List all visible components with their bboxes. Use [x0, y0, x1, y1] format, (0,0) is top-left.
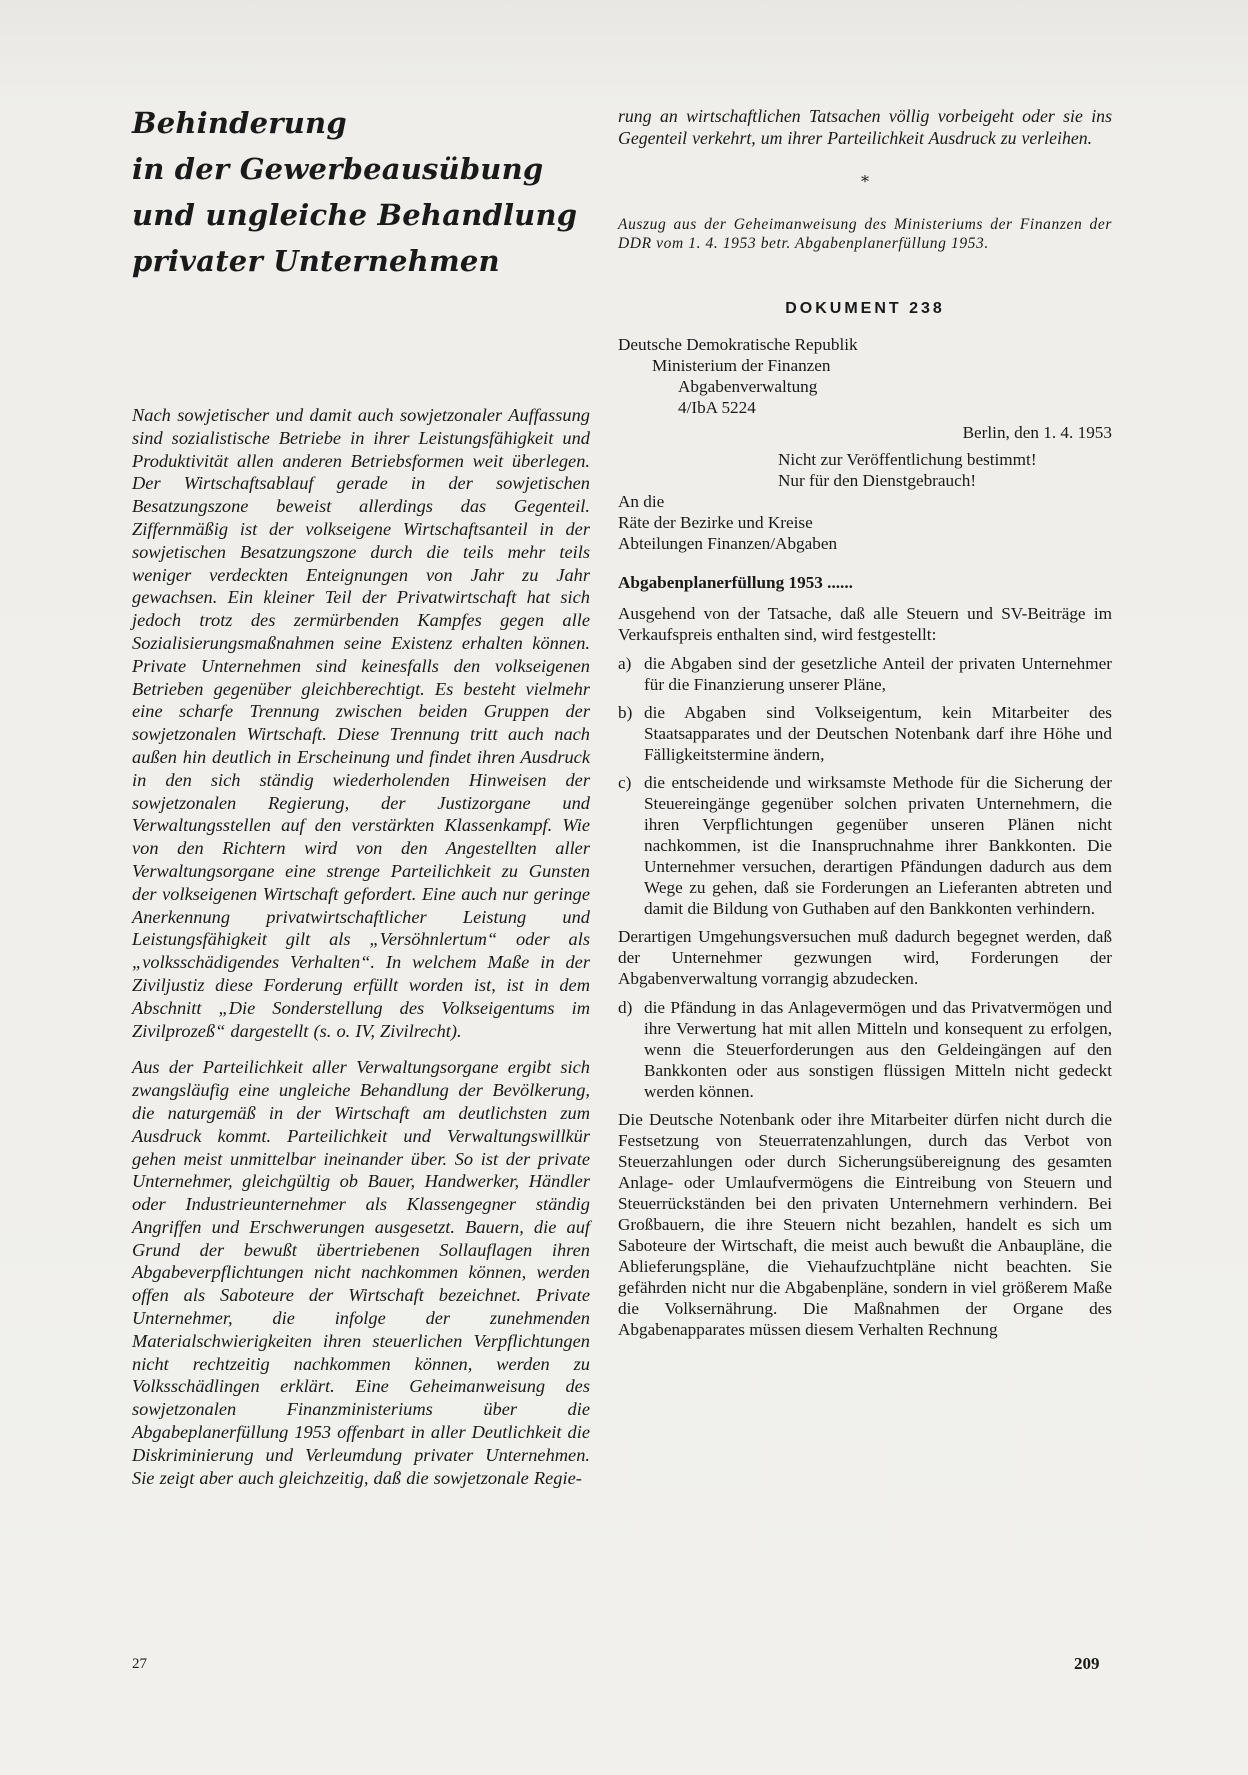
sender-line: Abgabenverwaltung: [678, 376, 818, 396]
recipient-line: Abteilungen Finanzen/Abgaben: [618, 533, 838, 553]
list-item-label: b): [618, 702, 633, 722]
page-number: 209: [1074, 1654, 1100, 1673]
recipient-line: Räte der Bezirke und Kreise: [618, 512, 813, 532]
left-column: [132, 100, 590, 1489]
right-column: [618, 106, 1112, 1340]
list-item-text: die entscheidende und wirksamste Methode für die Sicherung der Steuereingänge gegenüber solchen privaten Unternehmern, die ihren Verpflichtungen gegenüber unseren Plänen nicht nachkommen, ist die Inanspruchnahme ihrer Bankkonten. Die Unternehmer versuchen, derartigen Pfändungen dadurch aus dem Wege zu gehen, daß sie Forderungen an Lieferanten abtreten und damit die Bildung von Guthaben auf den Bankkonten verhindern.: [644, 772, 1112, 918]
signature-mark: 27: [132, 1656, 147, 1672]
recipient-line: An die: [618, 491, 665, 511]
body-paragraph-1: Nach sowjetischer und damit auch sowjetzonaler Auffassung sind sozialistische Betriebe in ihrer Leistungsfähigkeit und Produktivität allen anderen Betriebsformen weit überlegen. Der Wirtschaftsablauf gerade in der sowjetischen Besatzungszone beweist allerdings das Gegenteil. Ziffernmäßig ist der volkseigene Wirtschaftsanteil in der sowjetischen Besatzungszone durch die teils mehr teils weniger verdeckten Enteignungen von Jahr zu Jahr gewachsen. Ein kleiner Teil der Privatwirtschaft hat sich jedoch trotz des zermürbenden Kampfes gegen alle Sozialisierungsmaßnahmen seine Existenz erhalten können. Private Unternehmen sind keinesfalls den volkseigenen Betrieben gegenüber gleichberechtigt. Es besteht vielmehr eine scharfe Trennung zwischen beiden Gruppen der sowjetzonalen Wirtschaft. Diese Trennung tritt auch nach außen hin deutlich in Erscheinung und findet ihren Ausdruck in den sich ständig wiederholenden Hinweisen der sowjetzonalen Regierung, der Justizorgane und Verwaltungsstellen auf den verstärkten Klassenkampf. Wie von den Richtern wird von den Angestellten aller Verwaltungsorgane eine strenge Parteilichkeit zu Gunsten der volkseigenen Wirtschaft gefordert. Eine auch nur geringe Anerkennung privatwirtschaftlicher Leistung und Leistungsfähigkeit gilt als „Versöhnlertum“ oder als „volksschädigendes Verhalten“. In welchem Maße in der Ziviljustiz diese Forderung erfüllt worden ist, ist in dem Abschnitt „Die Sonderstellung des Volkseigentums im Zivilprozeß“ dargestellt (s. o. IV, Zivilrecht).: [132, 405, 590, 1041]
list-item-label: d): [618, 997, 633, 1017]
document-heading: DOKUMENT 238: [785, 299, 945, 317]
confidentiality-notice: [618, 449, 1112, 491]
continuation-paragraph: rung an wirtschaftlichen Tatsachen völlig vorbeigeht oder sie ins Gegenteil verkehrt, um ihrer Parteilichkeit Ausdruck zu verleihen.: [618, 106, 1112, 148]
sender-block: [618, 334, 1112, 418]
list-item: [618, 772, 1112, 919]
document-date: Berlin, den 1. 4. 1953: [962, 422, 1112, 442]
list-item-label: c): [618, 772, 632, 792]
mid-paragraph: Derartigen Umgehungsversuchen muß dadurch begegnet werden, daß der Unternehmer gezwungen wird, Forderungen der Abgabenverwaltung vorrangig abzudecken.: [618, 926, 1112, 988]
sender-line: Ministerium der Finanzen: [652, 355, 831, 375]
recipient-block: [618, 491, 1112, 554]
sender-line: 4/IbA 5224: [678, 397, 756, 417]
notice-line: Nur für den Dienstgebrauch!: [778, 470, 977, 490]
closing-paragraph: Die Deutsche Notenbank oder ihre Mitarbeiter dürfen nicht durch die Festsetzung von Steuerratenzahlungen, durch das Verbot von Steuerzahlungen oder durch Sicherungsübereignung des gesamten Anlage- oder Umlaufvermögens die Eintreibung von Steuern und Steuerrückständen bei den privaten Unternehmern verhindern. Bei Großbauern, die ihre Steuern nicht bezahlen, handelt es sich um Saboteure der Wirtschaft, die meist auch bewußt die Anbaupläne, die Ablieferungspläne, die Viehaufzuchtpläne nicht beachten. Sie gefährden nicht nur die Abgabenpläne, sondern in viel größerem Maße die Volksernährung. Die Maßnahmen der Organe des Abgabenapparates müssen diesem Verhalten Rechnung: [618, 1109, 1112, 1339]
list-item-text: die Pfändung in das Anlagevermögen und das Privatvermögen und ihre Verwertung hat mit allen Mitteln und konsequent zu erfolgen, wenn die Steuerforderungen aus den Geldeingängen auf den Bankkonten oder aus sonstigen flüssigen Mitteln nicht gedeckt werden können.: [644, 997, 1112, 1101]
list-item: [618, 997, 1112, 1102]
findings-list: [618, 653, 1112, 919]
article-title: Behinderung in der Gewerbeausübung und ungleiche Behandlung privater Unternehmen: [132, 106, 578, 278]
document-subject: Abgabenplanerfüllung 1953 ......: [618, 572, 853, 592]
intro-text: Ausgehend von der Tatsache, daß alle Steuern und SV-Beiträge im Verkaufspreis enthalten sind, wird festgestellt:: [618, 603, 1112, 644]
list-item-text: die Abgaben sind Volkseigentum, kein Mitarbeiter des Staatsapparates und der Deutschen Notenbank darf ihre Höhe und Fälligkeitstermine ändern,: [644, 702, 1112, 764]
notice-line: Nicht zur Veröffentlichung bestimmt!: [778, 449, 1037, 469]
list-item: [618, 653, 1112, 695]
list-item-label: a): [618, 653, 632, 673]
list-item-text: die Abgaben sind der gesetzliche Anteil der privaten Unternehmer für die Finanzierung unserer Pläne,: [644, 653, 1112, 694]
source-note: Auszug aus der Geheimanweisung des Ministeriums der Finanzen der DDR vom 1. 4. 1953 betr. Abgabenplanerfüllung 1953.: [618, 215, 1112, 253]
list-item: [618, 702, 1112, 765]
sender-line: Deutsche Demokratische Republik: [618, 334, 858, 354]
section-separator: *: [861, 171, 869, 191]
findings-list-continued: [618, 997, 1112, 1102]
body-paragraph-2: Aus der Parteilichkeit aller Verwaltungsorgane ergibt sich zwangsläufig eine ungleiche Behandlung der Bevölkerung, die naturgemäß in der Wirtschaft am deutlichsten zum Ausdruck kommt. Parteilichkeit und Verwaltungswillkür gehen meist unmittelbar ineinander über. So ist der private Unternehmer, gleichgültig ob Bauer, Handwerker, Händler oder Industrieunternehmer als Klassengegner ständig Angriffen und Erschwerungen ausgesetzt. Bauern, die auf Grund der bewußt übertriebenen Sollauflagen ihren Abgabeverpflichtungen nicht nachkommen können, werden offen als Saboteure der Wirtschaft bezeichnet. Private Unternehmer, die infolge der zunehmenden Materialschwierigkeiten ihren steuerlichen Verpflichtungen nicht rechtzeitig nachkommen können, werden zu Volksschädlingen erklärt. Eine Geheimanweisung des sowjetzonalen Finanzministeriums über die Abgabeplanerfüllung 1953 offenbart in aller Deutlichkeit die Diskriminierung und Verleumdung privater Unternehmen. Sie zeigt aber auch gleichzeitig, daß die sowjetzonale Regie-: [132, 1057, 590, 1488]
